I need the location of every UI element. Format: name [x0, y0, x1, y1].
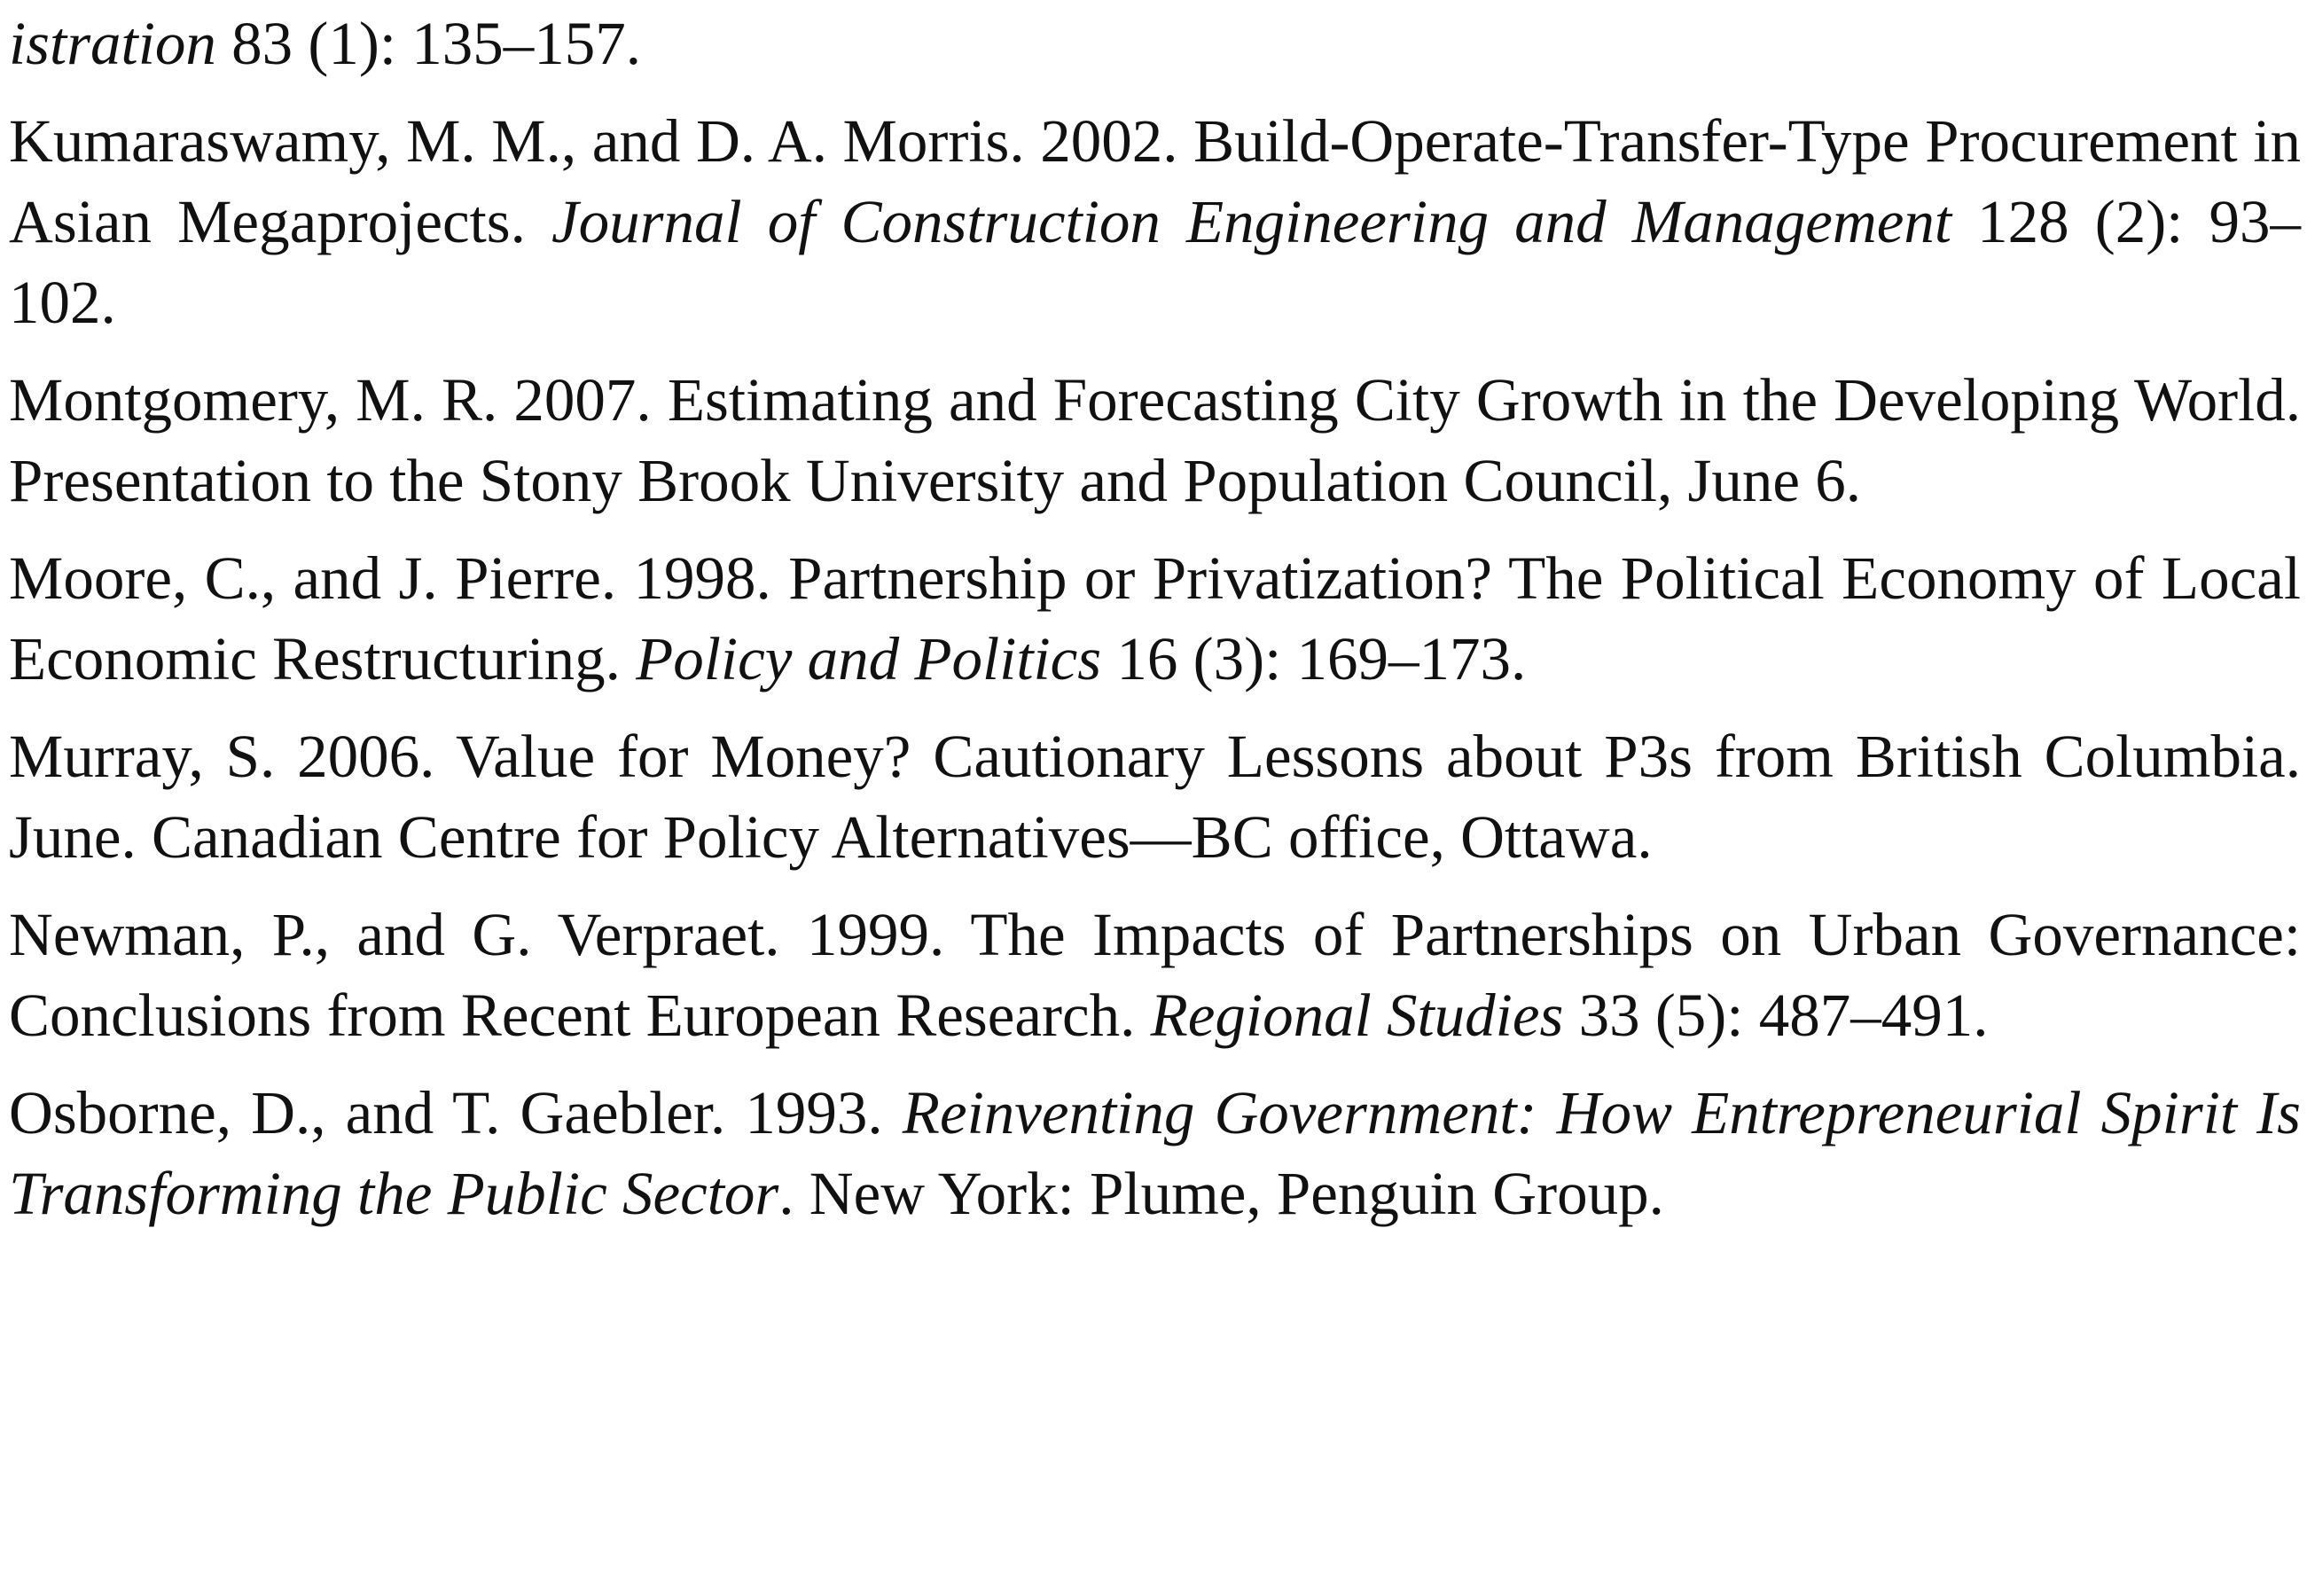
reference-journal-title: Regional Studies — [1150, 982, 1564, 1049]
reference-text: istration — [9, 10, 216, 77]
reference-text: Montgomery, M. R. 2007. Estimating and Forecasting City Growth in the Developing World. Presentation to the Stony Brook University and Population Council, June 6. — [9, 366, 2301, 514]
reference-entry-osborne-1993 — [9, 1073, 2301, 1234]
reference-text: . New York: Plume, Penguin Group. — [778, 1160, 1664, 1227]
reference-entry-kumaraswamy-2002 — [9, 101, 2301, 343]
reference-text: 128 (2): 93–102. — [9, 188, 2301, 336]
reference-list — [9, 0, 2301, 1234]
reference-journal-title: Journal of Construction Engineering and Management — [551, 188, 1952, 255]
reference-text: Kumaraswamy, M. M., and D. A. Morris. 2002. Build-Operate-Transfer-Type Procurement in Asian Megaprojects. — [9, 107, 2301, 255]
reference-journal-title: Policy and Politics — [636, 625, 1102, 692]
reference-entry-newman-1999 — [9, 895, 2301, 1056]
reference-text: Newman, P., and G. Verpraet. 1999. The Impacts of Partnerships on Urban Governance: Conclusions from Recent European Research. — [9, 901, 2301, 1049]
reference-text: Murray, S. 2006. Value for Money? Cautionary Lessons about P3s from British Columbia. June. Canadian Centre for Policy Alternatives—BC office, Ottawa. — [9, 723, 2301, 871]
reference-entry-moore-1998 — [9, 538, 2301, 700]
reference-text: 16 (3): 169–173. — [1101, 625, 1527, 692]
reference-text: 83 (1): 135–157. — [215, 10, 642, 77]
reference-entry-continuation — [9, 4, 2301, 84]
reference-text: Moore, C., and J. Pierre. 1998. Partnership or Privatization? The Political Economy of Local Economic Restructuring. — [9, 544, 2301, 692]
reference-entry-montgomery-2007 — [9, 360, 2301, 521]
reference-book-title: Reinventing Government: How Entrepreneurial Spirit Is Transforming the Public Sector — [9, 1079, 2301, 1227]
reference-entry-murray-2006 — [9, 716, 2301, 878]
reference-text: 33 (5): 487–491. — [1563, 982, 1989, 1049]
reference-text: Osborne, D., and T. Gaebler. 1993. — [9, 1079, 903, 1146]
